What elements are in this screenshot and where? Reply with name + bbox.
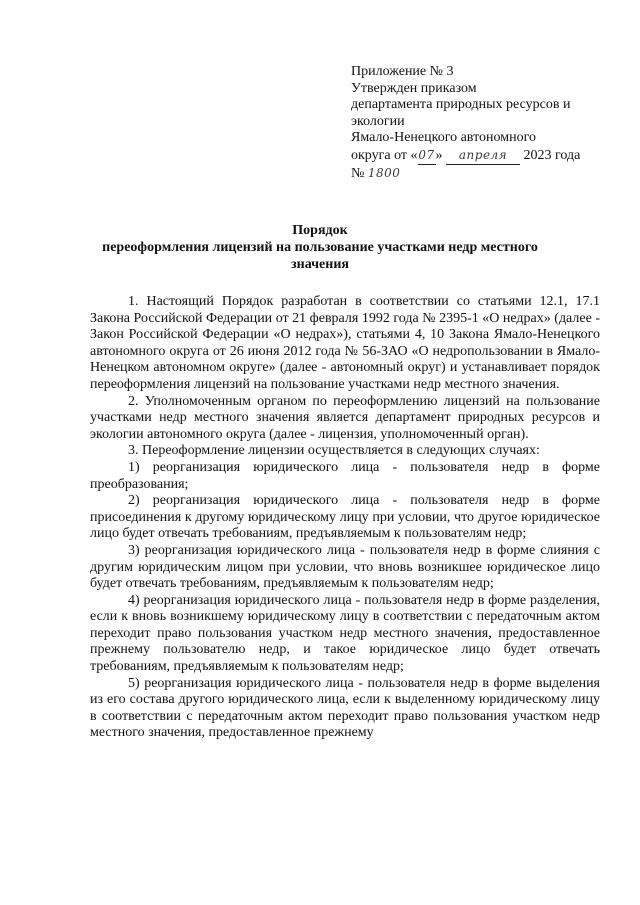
approval-header <box>351 64 611 182</box>
region-name-line: Ямало-Ненецкого автономного <box>351 130 536 146</box>
list-item: 2) реорганизация юридического лица - пользователя недр в форме присоединения к другому юридическому лицу при условии, что другое юридическое лицо будет отвечать требованиям, предъявляемым к пользователям недр; <box>90 493 600 542</box>
title-heading: Порядок <box>292 223 348 238</box>
document-body <box>90 294 600 742</box>
department-name-line: экологии <box>351 113 405 129</box>
date-year: 2023 года <box>523 147 581 163</box>
handwritten-month: апреля <box>446 147 520 165</box>
paragraph: 3. Переоформление лицензии осуществляется в следующих случаях: <box>128 443 540 459</box>
document-title <box>90 222 550 273</box>
approved-by-order: Утвержден приказом <box>351 80 477 96</box>
number-sign: № <box>351 165 365 181</box>
list-item: 3) реорганизация юридического лица - пользователя недр в форме слияния с другим юридическим лицом при условии, что вновь возникшее юридическое лицо будет отвечать требованиям, предъявляемым к пользователям недр; <box>90 542 600 592</box>
date-quote-close: » <box>435 147 443 163</box>
title-subject: переоформления лицензий на пользование участками недр местного значения <box>102 240 538 272</box>
appendix-number: Приложение № 3 <box>351 64 454 79</box>
order-date-line <box>351 147 611 165</box>
handwritten-order-number: 1800 <box>367 165 401 180</box>
paragraph: 1. Настоящий Порядок разработан в соответствии со статьями 12.1, 17.1 Закона Российской Федерации от 21 февраля 1992 года № 2395-1 «О недрах» (далее - Закон Российской Федерации «О недрах»), статьями 4, 10 Закона Ямало-Ненецкого автономного округа от 26 июня 2012 года № 56-ЗАО «О недропользовании в Ямало-Ненецком автономном округе» (далее - автономный округ) и устанавливает порядок переоформления лицензий на пользование участками недр местного значения. <box>90 294 600 392</box>
department-name-line: департамента природных ресурсов и <box>351 97 571 113</box>
handwritten-day: 07 <box>418 147 436 165</box>
date-prefix: округа от « <box>351 147 418 163</box>
order-number-line <box>351 165 611 183</box>
paragraph: 2. Уполномоченным органом по переоформлению лицензий на пользование участками недр местного значения является департамент природных ресурсов и экологии автономного округа (далее - лицензия, уполномоченный орган). <box>90 393 600 442</box>
list-item: 1) реорганизация юридического лица - пользователя недр в форме преобразования; <box>90 459 600 492</box>
list-item: 5) реорганизация юридического лица - пользователя недр в форме выделения из его состава другого юридического лица, если к выделенному юридическому лицу в соответствии с передаточным актом переходит право пользования участком недр местного значения, предоставленное прежнему <box>90 675 600 741</box>
list-item: 4) реорганизация юридического лица - пользователя недр в форме разделения, если к вновь возникшему юридическому лицу в соответствии с передаточным актом переходит право пользования участком недр местного значения, предоставленное прежнему пользователю недр, и такое юридическое лицо будет отвечать требованиям, предъявляемым к пользователям недр; <box>90 592 600 675</box>
